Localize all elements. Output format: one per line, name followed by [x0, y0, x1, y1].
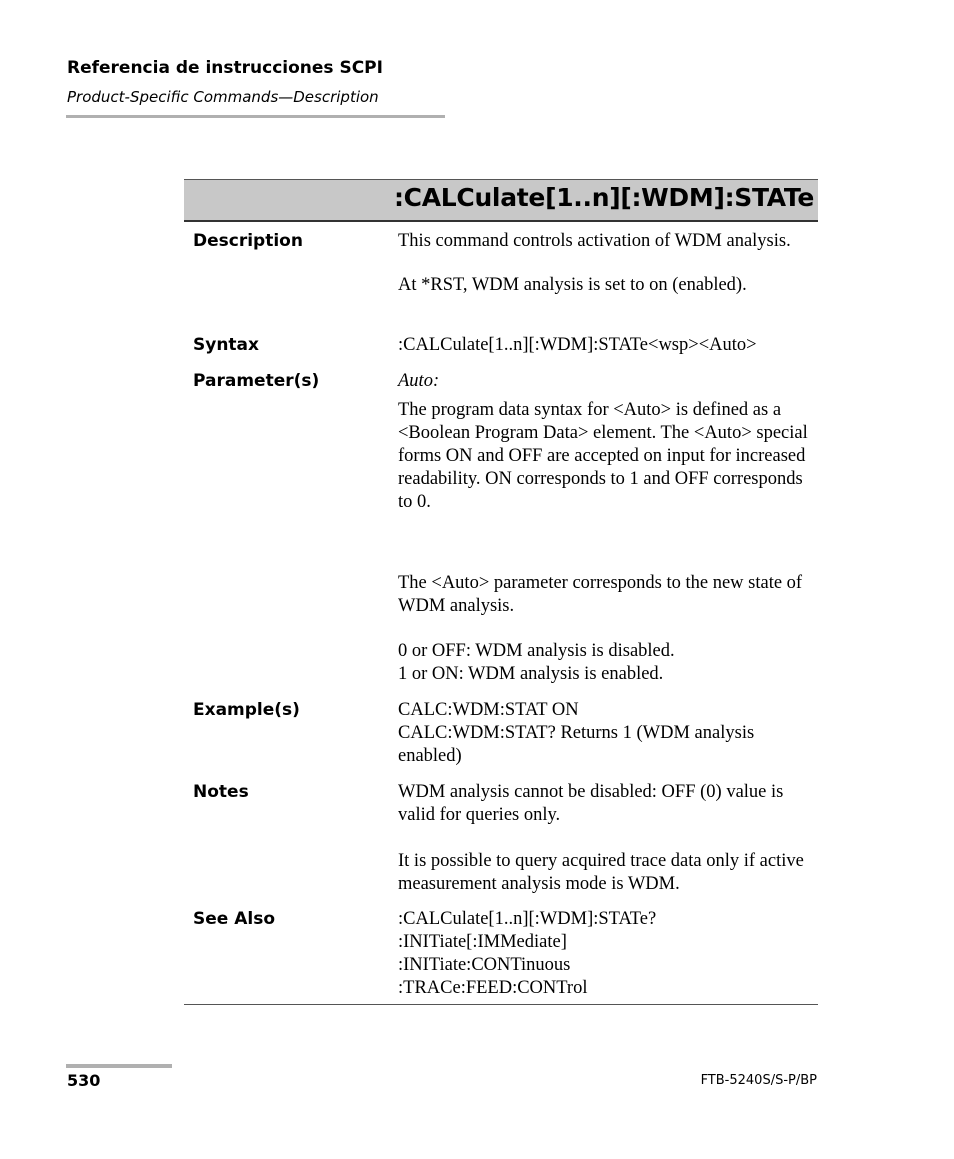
- example-line: CALC:WDM:STAT ON: [398, 700, 579, 720]
- parameter-on-value: 1 or ON: WDM analysis is enabled.: [398, 664, 664, 684]
- see-also-item: :CALCulate[1..n][:WDM]:STATe?: [398, 909, 657, 929]
- product-model: FTB-5240S/S-P/BP: [700, 1073, 817, 1088]
- see-also-item: :INITiate:CONTinuous: [398, 955, 571, 975]
- description-label: Description: [193, 231, 303, 251]
- see-also-item: :TRACe:FEED:CONTrol: [398, 978, 588, 998]
- notes-paragraph: WDM analysis cannot be disabled: OFF (0) value is valid for queries only.: [398, 782, 784, 825]
- notes-paragraph: It is possible to query acquired trace data only if active measurement analysis mode is WDM.: [398, 851, 804, 894]
- running-header-title: Referencia de instrucciones SCPI: [67, 58, 383, 78]
- notes-text: [398, 781, 816, 896]
- see-also-list: [398, 908, 816, 1000]
- running-header-subtitle: Product-Specific Commands—Description: [67, 88, 379, 106]
- page-number: 530: [67, 1071, 101, 1090]
- parameter-off-value: 0 or OFF: WDM analysis is disabled.: [398, 641, 675, 661]
- description-line: This command controls activation of WDM analysis.: [398, 231, 791, 251]
- notes-label: Notes: [193, 782, 249, 802]
- see-also-label: See Also: [193, 909, 276, 929]
- parameters-text: [398, 370, 816, 514]
- description-text: [398, 230, 816, 297]
- description-line: At *RST, WDM analysis is set to on (enabled).: [398, 275, 747, 295]
- syntax-label: Syntax: [193, 335, 259, 355]
- examples-text: [398, 699, 816, 768]
- see-also-item: :INITiate[:IMMediate]: [398, 932, 567, 952]
- parameter-description: The program data syntax for <Auto> is defined as a <Boolean Program Data> element. The <Auto> special forms ON and OFF are accepted on input for increased readability. ON corresponds to 1 and OFF corresponds to 0.: [398, 400, 808, 512]
- parameter-state-text: The <Auto> parameter corresponds to the new state of WDM analysis.: [398, 573, 803, 616]
- parameters-label: Parameter(s): [193, 371, 320, 391]
- example-line: CALC:WDM:STAT? Returns 1 (WDM analysis enabled): [398, 723, 755, 766]
- footer-divider: [66, 1064, 172, 1068]
- parameter-name: Auto:: [398, 371, 440, 391]
- parameters-text-2: [398, 572, 816, 686]
- command-title-bar: [184, 179, 818, 222]
- table-bottom-rule: [184, 1004, 818, 1005]
- examples-label: Example(s): [193, 700, 300, 720]
- header-divider: [66, 115, 445, 118]
- syntax-text: :CALCulate[1..n][:WDM]:STATe<wsp><Auto>: [398, 335, 757, 355]
- command-title: :CALCulate[1..n][:WDM]:STATe: [393, 183, 814, 212]
